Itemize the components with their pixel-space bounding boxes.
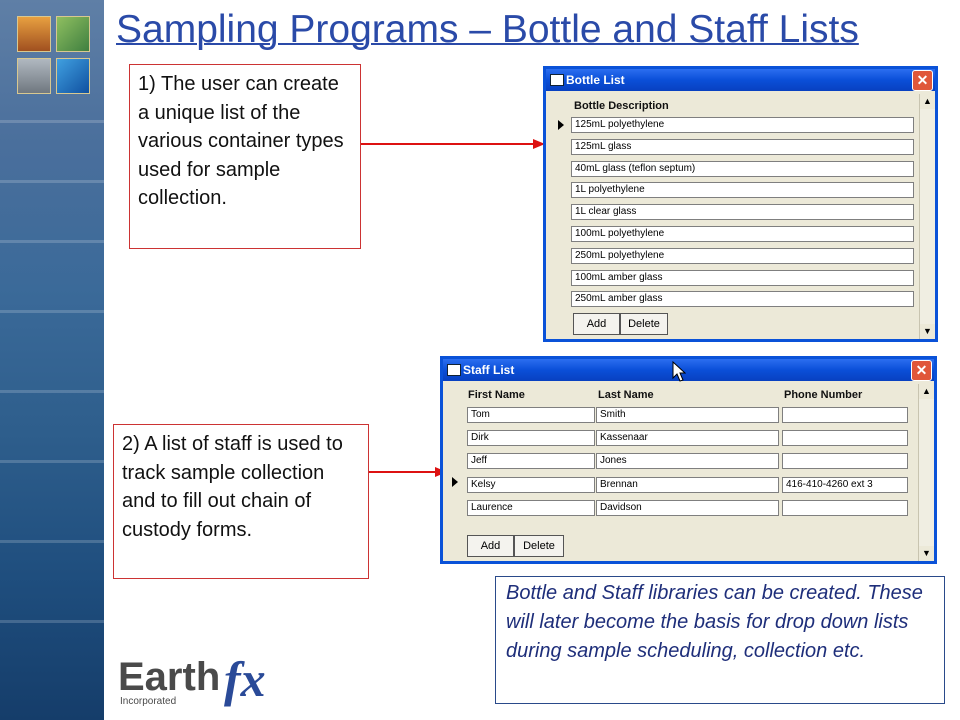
sidebar-water-decoration <box>0 0 104 720</box>
first-name-header: First Name <box>468 389 525 401</box>
bottle-list-scrollbar[interactable] <box>919 94 935 339</box>
bottle-description-field[interactable]: 250mL polyethylene <box>571 248 914 264</box>
phone-number-field[interactable] <box>782 407 908 423</box>
arrow-to-staff-list <box>369 465 449 479</box>
last-name-field[interactable]: Brennan <box>596 477 779 493</box>
close-icon[interactable]: ✕ <box>912 70 933 91</box>
bottle-description-field[interactable]: 125mL polyethylene <box>571 117 914 133</box>
bottle-description-field[interactable]: 1L clear glass <box>571 204 914 220</box>
record-selector-icon <box>452 477 458 487</box>
libraries-note: Bottle and Staff libraries can be created. These will later become the basis for drop down lists during sample scheduling, collection etc. <box>495 576 945 704</box>
staff-list-titlebar[interactable] <box>443 359 934 381</box>
scroll-down-icon[interactable]: ▼ <box>920 324 935 339</box>
staff-list-title: Staff List <box>463 363 515 377</box>
arrow-to-bottle-list <box>361 137 546 151</box>
bottle-description-field[interactable]: 125mL glass <box>571 139 914 155</box>
phone-number-field[interactable] <box>782 453 908 469</box>
first-name-field[interactable]: Tom <box>467 407 595 423</box>
form-icon <box>550 74 564 86</box>
callout-bottle-list: 1) The user can create a unique list of the various container types used for sample collection. <box>129 64 361 249</box>
thumbnail-sample-bottles <box>17 58 51 94</box>
bottle-description-field[interactable]: 100mL amber glass <box>571 270 914 286</box>
slide-title: Sampling Programs – Bottle and Staff Lists <box>116 8 859 51</box>
logo-word: Earth <box>118 655 221 699</box>
logo-sub: Incorporated <box>120 696 177 707</box>
bottle-description-header: Bottle Description <box>574 100 669 112</box>
first-name-field[interactable]: Dirk <box>467 430 595 446</box>
phone-number-field[interactable] <box>782 500 908 516</box>
add-staff-button[interactable]: Add <box>467 535 514 557</box>
bottle-description-field[interactable]: 1L polyethylene <box>571 182 914 198</box>
phone-number-header: Phone Number <box>784 389 863 401</box>
thumbnail-landscape <box>56 16 90 52</box>
first-name-field[interactable]: Laurence <box>467 500 595 516</box>
bottle-description-field[interactable]: 40mL glass (teflon septum) <box>571 161 914 177</box>
scroll-up-icon[interactable]: ▲ <box>920 94 935 109</box>
last-name-field[interactable]: Kassenaar <box>596 430 779 446</box>
scroll-up-icon[interactable]: ▲ <box>919 384 934 399</box>
close-icon[interactable]: ✕ <box>911 360 932 381</box>
bottle-list-titlebar[interactable] <box>546 69 935 91</box>
add-bottle-button[interactable]: Add <box>573 313 620 335</box>
form-icon <box>447 364 461 376</box>
bottle-list-window[interactable] <box>543 66 938 342</box>
phone-number-field[interactable] <box>782 430 908 446</box>
last-name-field[interactable]: Davidson <box>596 500 779 516</box>
bottle-description-field[interactable]: 250mL amber glass <box>571 291 914 307</box>
logo-suffix: fx <box>224 651 266 707</box>
thumbnail-map <box>56 58 90 94</box>
first-name-field[interactable]: Jeff <box>467 453 595 469</box>
callout-staff-list: 2) A list of staff is used to track sample collection and to fill out chain of custody forms. <box>113 424 369 579</box>
staff-list-scrollbar[interactable] <box>918 384 934 561</box>
mouse-cursor-icon <box>672 361 686 383</box>
earthfx-logo <box>118 650 278 715</box>
bottle-description-field[interactable]: 100mL polyethylene <box>571 226 914 242</box>
delete-bottle-button[interactable]: Delete <box>620 313 668 335</box>
delete-staff-button[interactable]: Delete <box>514 535 564 557</box>
scroll-down-icon[interactable]: ▼ <box>919 546 934 561</box>
phone-number-field[interactable]: 416-410-4260 ext 3 <box>782 477 908 493</box>
staff-list-window[interactable] <box>440 356 937 564</box>
bottle-list-title: Bottle List <box>566 73 625 87</box>
last-name-field[interactable]: Jones <box>596 453 779 469</box>
record-selector-icon <box>558 120 564 130</box>
last-name-field[interactable]: Smith <box>596 407 779 423</box>
first-name-field[interactable]: Kelsy <box>467 477 595 493</box>
thumbnail-drill-rig <box>17 16 51 52</box>
last-name-header: Last Name <box>598 389 654 401</box>
